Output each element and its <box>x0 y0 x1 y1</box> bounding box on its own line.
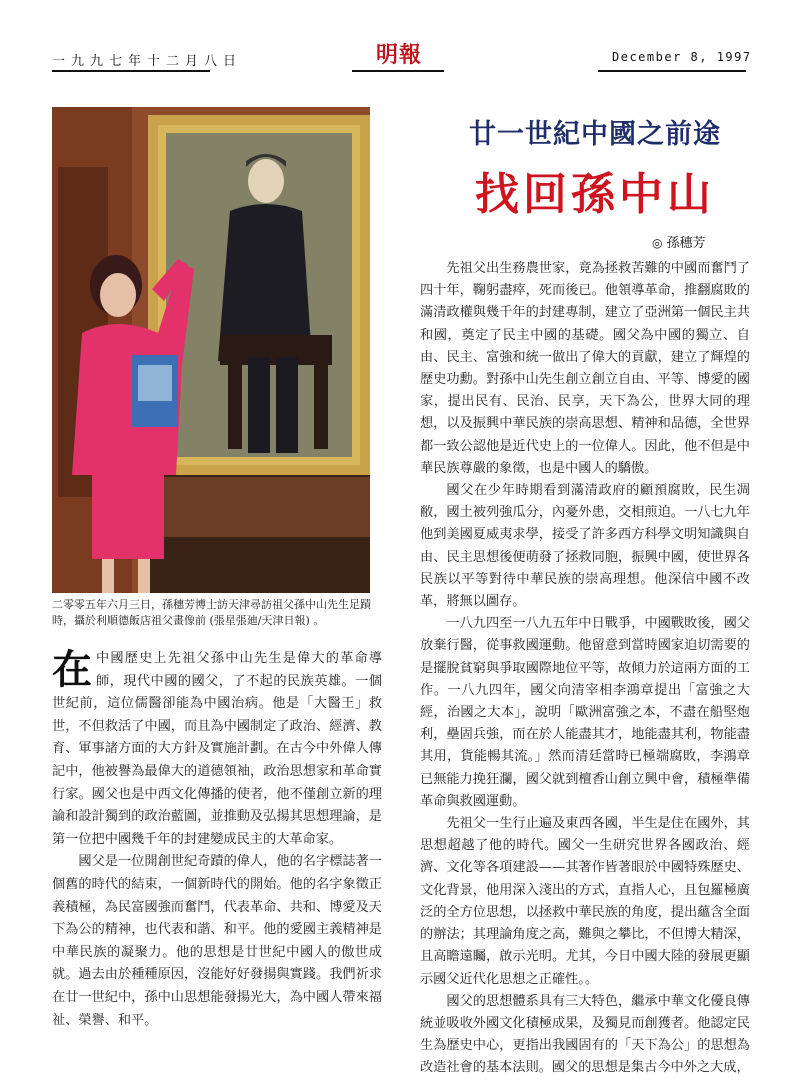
portrait-photo-illustration <box>52 107 370 593</box>
drop-cap: 在 <box>52 646 92 693</box>
paragraph-left-2: 國父是一位開創世紀奇蹟的偉人，他的名字標誌著一個舊的時代的結束，一個新時代的開始。他的名字象徵正義積極，為民富國強而奮鬥，代表革命、共和、博愛及天下為公的精神，也代表和諧、和平。他的愛國主義精神是中華民族的凝聚力。他的思想是廿世紀中國人的傲世成就。過去由於種種原因，沒能好好發揚與實踐。我們祈求在廿一世紀中，孫中山思想能發揚光大，為中國人帶來福祉、榮譽、和平。 <box>52 854 382 1028</box>
header-rule-left <box>52 70 210 72</box>
intro-text: 中國歷史上先祖父孫中山先生是偉大的革命導師，現代中國的國父，了不起的民族英雄。一個世紀前，這位儒醫卻能為中國治病。他是「大醫王」救世，不但救活了中國，而且為中國制定了政治、經濟、教育、軍事諸方面的大方針及實施計劃。在古今中外偉人傳記中，他被譽為最偉大的道德領袖，政治思想家和革命實行家。國父也是中西文化傳播的使者，他不僅創立新的理論和設計獨到的政治藍圖，並推動及弘揚其思想理論，是第一位把中國幾千年的封建變成民主的大革命家。 <box>52 651 382 847</box>
portrait-photo <box>52 107 370 593</box>
photo-caption: 二零零五年六月三日，孫穗芳博士訪天津尋訪祖父孫中山先生足蹟時，攝於利順德飯店祖父畫像前 (張星張廸/天津日報) 。 <box>52 598 371 627</box>
paragraph-right-2: 國父在少年時期看到滿清政府的顧預腐敗，民生凋敝，國土被列強瓜分，內憂外患，交相煎迫。一八七九年他到美國夏威夷求學，接受了許多西方科學文明知識與自由、民主思想後便萌發了拯救同胞，振興中國，使世界各民族以平等對待中華民族的崇高理想。他深信中國不改革，將無以圖存。 <box>420 483 750 610</box>
left-column-text <box>52 648 382 1032</box>
author-mark: ◎ <box>652 236 663 250</box>
newspaper-logo: 明報 <box>376 42 423 68</box>
header-rule-right <box>598 70 746 72</box>
paragraph-right-4: 先祖父一生行止遍及東西各國，半生是住在國外，其思想超越了他的時代。國父一生研究世界各國政治、經濟、文化等各項建設——其著作皆著眼於中國特殊歷史、文化背景，他用深入淺出的方式，直指人心，且包羅極廣泛的全方位思想，以拯救中華民族的角度，提出蘊含全面的辦法；其理論角度之高，難與之攀比，不但博大精深，且高瞻遠矚，啟示光明。尤其，今日中國大陸的發展更顯示國父近代化思想之正確性。。 <box>420 816 750 987</box>
page-header <box>0 0 800 80</box>
article-subtitle: 廿一世紀中國之前途 <box>469 119 721 150</box>
header-date-english: December 8, 1997 <box>612 50 752 64</box>
paragraph-right-1: 先祖父出生務農世家，竟為拯救苦難的中國而奮鬥了四十年，鞠躬盡瘁，死而後已。他領導革命，推翻腐敗的滿清政權與幾千年的封建專制，建立了亞洲第一個民主共和國，奠定了民主中國的基礎。國父為中國的獨立、自由、民主、富強和統一做出了偉大的貢獻，建立了輝煌的歷史功勳。對孫中山先生創立創立自由、平等、博愛的國家，提出民有、民治、民享，天下為公，世界大同的理想，以及振興中華民族的崇高思想、精神和品德，全世界都一致公認他是近代史上的一位偉人。因此，他不但是中華民族尊嚴的象徵，也是中國人的驕傲。 <box>420 261 750 476</box>
paragraph-right-3: 一八九四至一八九五年中日戰爭，中國戰敗後，國父放棄行醫，從事救國運動。他留意到當時國家迫切需要的是擺脫貧窮與爭取國際地位平等，故傾力於這兩方面的工作。一八九四年，國父向清宰相李鴻章提出「富強之大經，治國之大本」，說明「歐洲富強之本，不盡在船堅炮利，壘固兵強，而在於人能盡其才，地能盡其利，物能盡其用，貨能暢其流。」然而清廷當時已極端腐敗，李鴻章已無能力挽狂瀾，國父就到檀香山創立興中會，積極準備革命與救國運動。 <box>420 616 750 809</box>
article-title: 找回孫中山 <box>475 169 715 220</box>
right-column-text <box>420 258 750 1080</box>
header-rule-middle <box>352 70 444 72</box>
header-date-chinese: 一九九七年十二月八日 <box>52 54 243 69</box>
paragraph-right-5: 國父的思想體系具有三大特色，繼承中華文化優良傳統並吸收外國文化積極成果，及獨見而創獲者。他認定民生為歷史中心，更指出我國固有的「天下為公」的思想為改造社會的基本法則。國父的思想是集古今中外之大成， <box>420 993 750 1076</box>
paragraph-intro <box>52 648 382 851</box>
author-name: 孫穗芳 <box>666 236 706 251</box>
author-byline <box>652 232 706 251</box>
